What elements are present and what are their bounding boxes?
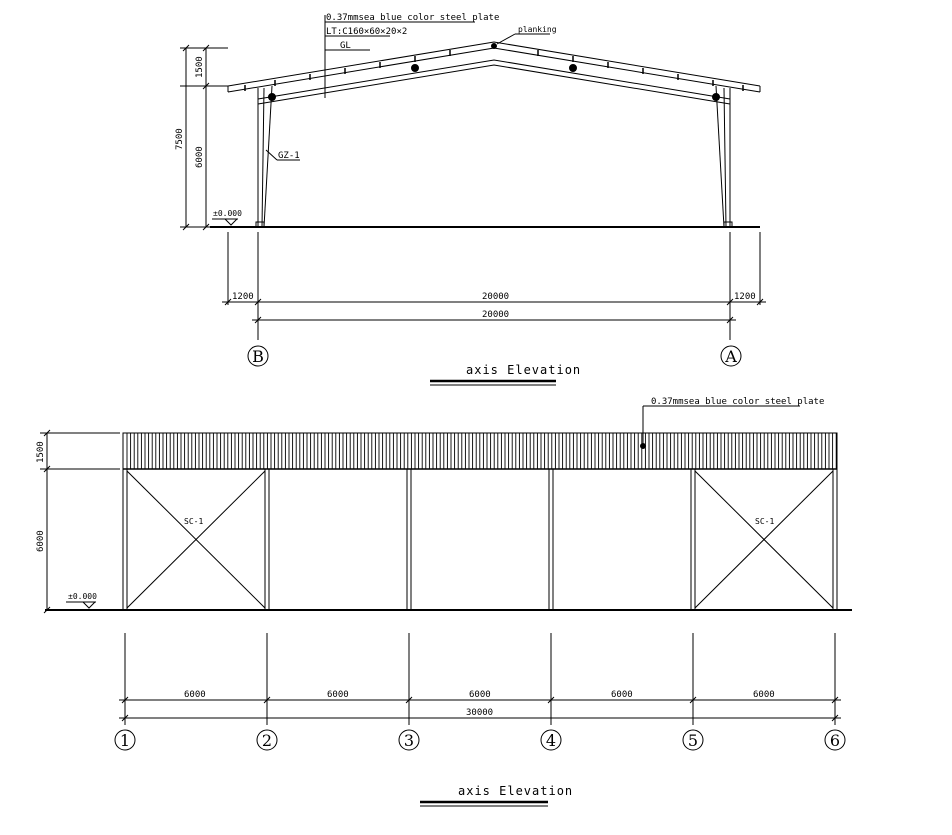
joints bbox=[269, 44, 720, 101]
wall-columns bbox=[123, 469, 837, 610]
axis-label-4: 4 bbox=[545, 731, 557, 750]
bracing-right-label: SC-1 bbox=[755, 517, 775, 526]
axis-label-2: 2 bbox=[261, 731, 273, 750]
bracing-left-label: SC-1 bbox=[184, 517, 204, 526]
column-callout: GZ-1 bbox=[278, 151, 300, 161]
dim-bay-1: 6000 bbox=[184, 690, 206, 700]
wall-plate-callout: 0.37mmsea blue color steel plate bbox=[651, 397, 825, 407]
axis-bubble-3 bbox=[399, 730, 419, 750]
longitudinal-elevation bbox=[36, 397, 852, 806]
dim-overhang-left: 1200 bbox=[232, 292, 254, 302]
bracing-right bbox=[695, 471, 833, 608]
axis-label-5: 5 bbox=[687, 731, 699, 750]
lt-callout: LT:C160×60×20×2 bbox=[326, 27, 408, 37]
roof-corrugation bbox=[127, 433, 836, 469]
axis-bubble-b bbox=[248, 346, 268, 366]
dim-roof-band: 1500 bbox=[36, 441, 46, 463]
dim-total-height: 7500 bbox=[175, 128, 185, 150]
level-label: ±0.000 bbox=[213, 209, 242, 218]
axis-bubble-4 bbox=[541, 730, 561, 750]
axis-label-6: 6 bbox=[829, 731, 841, 750]
level-marker bbox=[212, 219, 238, 225]
rafter bbox=[258, 60, 730, 104]
bottom-title: axis Elevation bbox=[458, 784, 574, 798]
level-marker-bottom bbox=[66, 602, 96, 608]
dim-total-length: 30000 bbox=[466, 708, 494, 718]
axis-bubble-a bbox=[721, 346, 741, 366]
roof-sheeting bbox=[228, 42, 760, 92]
level-label-bottom: ±0.000 bbox=[68, 592, 97, 601]
dim-bay-5: 6000 bbox=[753, 690, 775, 700]
axis-bubble-1 bbox=[115, 730, 135, 750]
dim-eave-height: 6000 bbox=[195, 146, 205, 168]
column-right bbox=[716, 86, 732, 227]
axis-bubble-2 bbox=[257, 730, 277, 750]
column-left bbox=[256, 86, 272, 227]
axis-label-a: A bbox=[725, 347, 737, 366]
dim-overhang-right: 1200 bbox=[734, 292, 756, 302]
axis-bubble-6 bbox=[825, 730, 845, 750]
axis-label-b: B bbox=[252, 347, 264, 366]
dim-bay-4: 6000 bbox=[611, 690, 633, 700]
dim-axis-span: 20000 bbox=[482, 310, 510, 320]
bracing-left bbox=[127, 471, 265, 608]
roof-plate-callout: 0.37mmsea blue color steel plate bbox=[326, 13, 500, 23]
dim-bay-3: 6000 bbox=[469, 690, 491, 700]
axis-label-3: 3 bbox=[403, 731, 415, 750]
top-title: axis Elevation bbox=[466, 363, 582, 377]
transverse-elevation bbox=[175, 13, 766, 385]
dim-span: 20000 bbox=[482, 292, 510, 302]
horizontal-dimensions bbox=[222, 232, 766, 340]
planking-callout: planking bbox=[518, 25, 557, 34]
dim-wall-height: 6000 bbox=[36, 530, 46, 552]
callout-leaders bbox=[266, 15, 550, 160]
axis-label-1: 1 bbox=[119, 731, 131, 750]
plate-leader bbox=[641, 406, 801, 449]
dim-bay-2: 6000 bbox=[327, 690, 349, 700]
dim-roof-rise: 1500 bbox=[195, 56, 205, 78]
gl-callout: GL bbox=[340, 41, 351, 51]
axis-bubble-5 bbox=[683, 730, 703, 750]
vertical-dimensions-bottom bbox=[40, 430, 120, 613]
